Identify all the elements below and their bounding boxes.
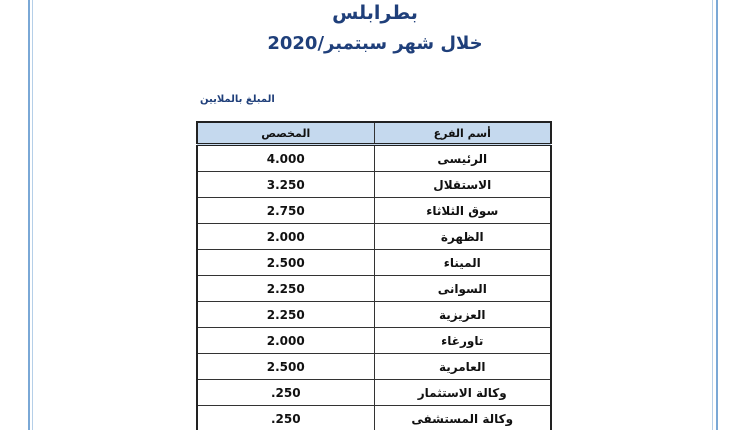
page-frame-right-inner-line xyxy=(712,0,713,430)
table-header-row xyxy=(197,122,551,145)
branch-name-cell: الاستقلال xyxy=(374,172,551,198)
amount-cell: 4.000 xyxy=(197,145,374,172)
table-row xyxy=(197,224,551,250)
branch-name-cell: السوانى xyxy=(374,276,551,302)
page-frame-right-line xyxy=(716,0,718,430)
amount-cell: 2.500 xyxy=(197,354,374,380)
table-row xyxy=(197,145,551,172)
branch-name-cell: سوق الثلاثاء xyxy=(374,198,551,224)
branch-name-cell: الظهرة xyxy=(374,224,551,250)
table-row xyxy=(197,250,551,276)
amount-unit-note: المبلغ بالملايين xyxy=(200,94,275,105)
header-amount: المخصص xyxy=(197,122,374,145)
table-row xyxy=(197,172,551,198)
amount-cell: 2.250 xyxy=(197,302,374,328)
amount-cell: 2.500 xyxy=(197,250,374,276)
table-row xyxy=(197,354,551,380)
table-row xyxy=(197,406,551,430)
branch-name-cell: الميناء xyxy=(374,250,551,276)
branch-name-cell: الرئيسى xyxy=(374,145,551,172)
table-row xyxy=(197,276,551,302)
heading-city: بطرابلس xyxy=(332,2,418,24)
table-row xyxy=(197,380,551,406)
amount-cell: 2.750 xyxy=(197,198,374,224)
page-frame-left-line xyxy=(28,0,30,430)
table-row xyxy=(197,302,551,328)
branch-name-cell: العزيزية xyxy=(374,302,551,328)
amount-cell: .250 xyxy=(197,380,374,406)
branch-name-cell: تاورغاء xyxy=(374,328,551,354)
branch-name-cell: وكالة الاستثمار xyxy=(374,380,551,406)
header-branch-name: أسم الفرع xyxy=(374,122,551,145)
allocation-table xyxy=(196,121,552,430)
heading-period: خلال شهر سبتمبر/2020 xyxy=(267,33,483,54)
amount-cell: 3.250 xyxy=(197,172,374,198)
table-row xyxy=(197,328,551,354)
table-row xyxy=(197,198,551,224)
branch-name-cell: وكالة المستشفى xyxy=(374,406,551,430)
branch-name-cell: العامرية xyxy=(374,354,551,380)
amount-cell: 2.000 xyxy=(197,328,374,354)
amount-cell: 2.250 xyxy=(197,276,374,302)
amount-cell: .250 xyxy=(197,406,374,430)
amount-cell: 2.000 xyxy=(197,224,374,250)
page-frame-left-inner-line xyxy=(32,0,33,430)
